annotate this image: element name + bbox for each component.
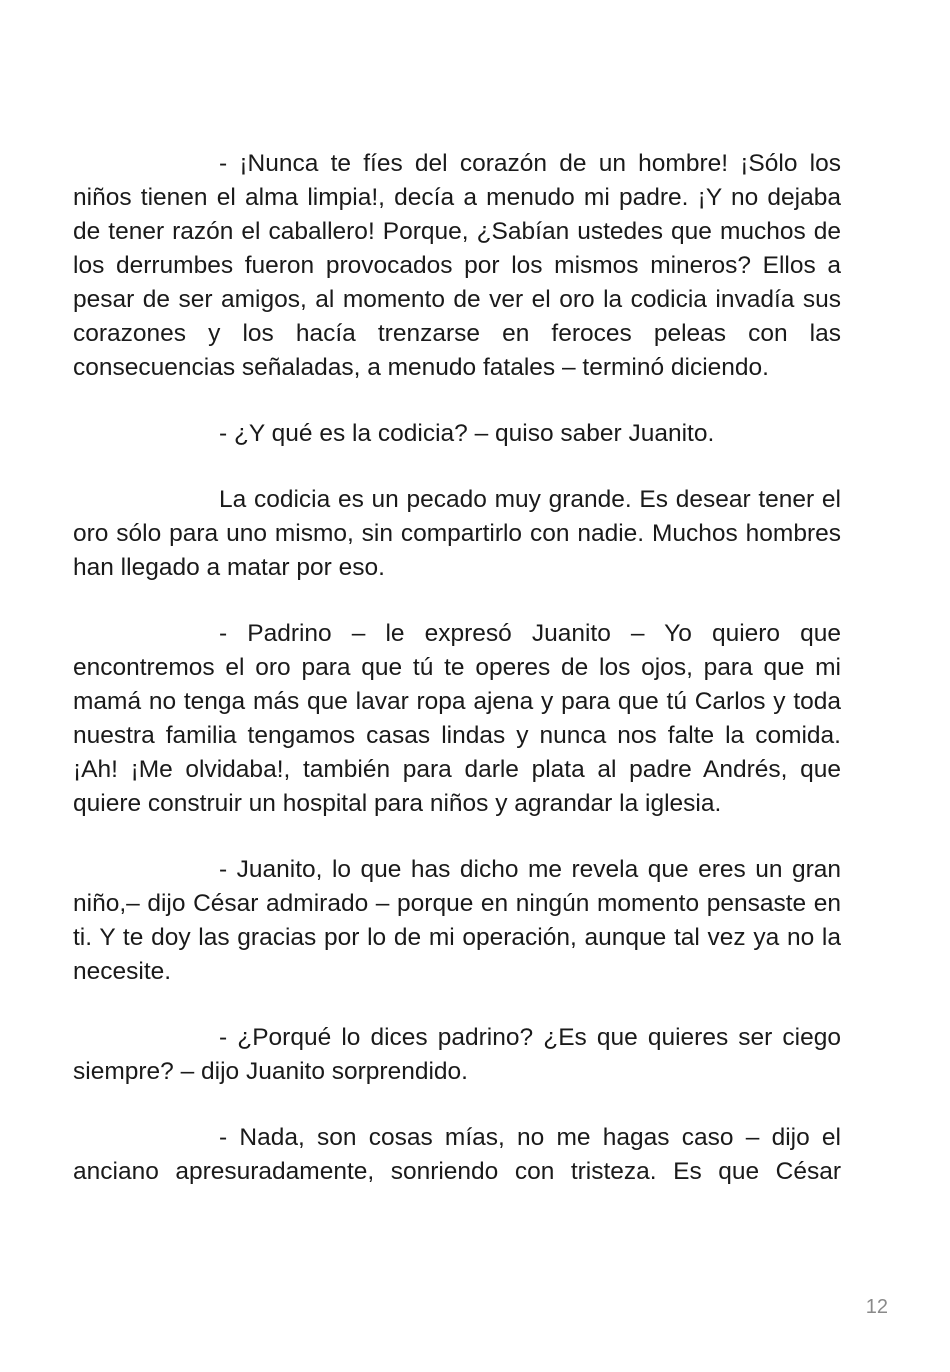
page-number: 12 [865, 1296, 888, 1318]
paragraph-4: - Padrino – le expresó Juanito – Yo quiero que encontremos el oro para que tú te operes de los ojos, para que mi mamá no tenga más que lavar ropa ajena y para que tú Carlos y toda nuestra familia tengamos casas lindas y nunca nos falte la comida. ¡Ah! ¡Me olvidaba!, también para darle plata al padre Andrés, que quiere construir un hospital para niños y agrandar la iglesia. [73, 620, 841, 817]
paragraph-7: - Nada, son cosas mías, no me hagas caso – dijo el anciano apresuradamente, sonriendo con tristeza. Es que César [73, 1124, 841, 1185]
paragraph-5: - Juanito, lo que has dicho me revela que eres un gran niño,– dijo César admirado – porque en ningún momento pensaste en ti. Y te doy las gracias por lo de mi operación, aunque tal vez ya no la necesite. [73, 856, 841, 985]
paragraph-2: - ¿Y qué es la codicia? – quiso saber Juanito. [219, 420, 715, 447]
paragraph-3: La codicia es un pecado muy grande. Es desear tener el oro sólo para uno mismo, sin compartirlo con nadie. Muchos hombres han llegado a matar por eso. [73, 486, 841, 581]
paragraph-6: - ¿Porqué lo dices padrino? ¿Es que quieres ser ciego siempre? – dijo Juanito sorprendido. [73, 1024, 841, 1085]
paragraph-1: - ¡Nunca te fíes del corazón de un hombre! ¡Sólo los niños tienen el alma limpia!, decía a menudo mi padre. ¡Y no dejaba de tener razón el caballero! Porque, ¿Sabían ustedes que muchos de los derrumbes fueron provocados por los mismos mineros? Ellos a pesar de ser amigos, al momento de ver el oro la codicia invadía sus corazones y los hacía trenzarse en feroces peleas con las consecuencias señaladas, a menudo fatales – terminó diciendo. [73, 150, 841, 381]
page-body [73, 147, 841, 1189]
